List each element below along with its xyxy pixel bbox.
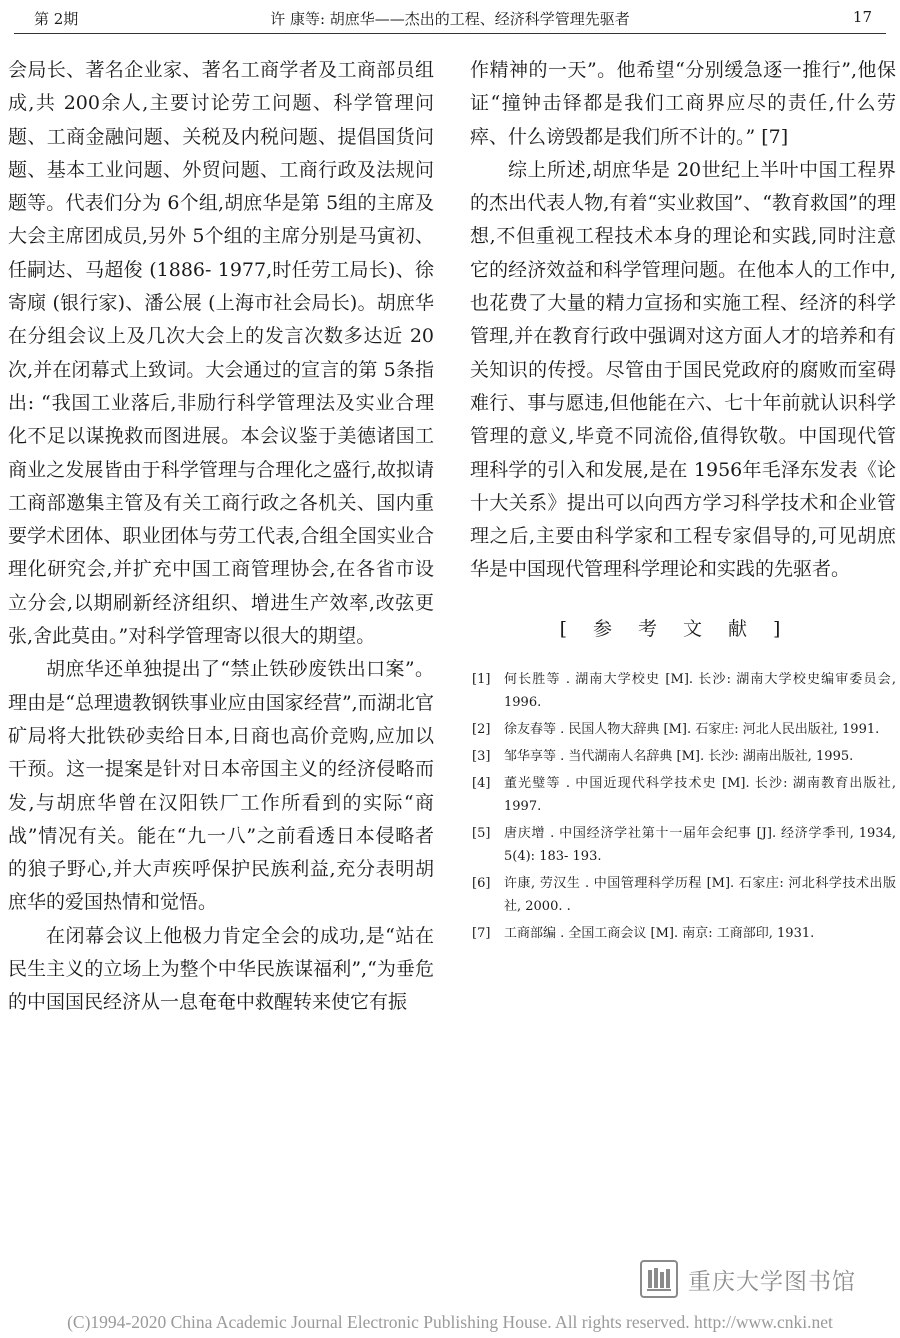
reference-number: [5] xyxy=(472,826,491,842)
reference-item xyxy=(470,822,896,868)
reference-number: [1] xyxy=(472,672,491,688)
reference-text: 邹华享等 . 当代湖南人名辞典 [M]. 长沙: 湖南出版社, 1995. xyxy=(504,749,854,765)
reference-number: [4] xyxy=(472,776,491,792)
left-column xyxy=(8,54,434,1020)
reference-text: 工商部编 . 全国工商会议 [M]. 南京: 工商部印, 1931. xyxy=(504,926,815,942)
body-paragraph: 胡庶华还单独提出了“禁止铁砂废铁出口案”。理由是“总理遗教钢铁事业应由国家经营”,而湖北官矿局将大批铁砂卖给日本,日商也高价竞购,应加以干预。这一提案是针对日本帝国主义的经济侵略而发,与胡庶华曾在汉阳铁厂工作所看到的实际“商战”情况有关。能在“九一八”之前看透日本侵略者的狼子野心,并大声疾呼保护民族利益,充分表明胡庶华的爱国热情和觉悟。 xyxy=(8,658,434,914)
body-paragraph: 会局长、著名企业家、著名工商学者及工商部员组成,共 200余人,主要讨论劳工问题、科学管理问题、工商金融问题、关税及内税问题、提倡国货问题、基本工业问题、外贸问题、工商行政及法规问题等。代表们分为 6个组,胡庶华是第 5组的主席及大会主席团成员,另外 5个组的主席分别是马寅初、任嗣达、马超俊 (1886- 1977,时任劳工局长)、徐寄庼 (银行家)、潘公展 (上海市社会局长)。胡庶华在分组会议上及几次大会上的发言次数多达近 20次,并在闭幕式上致词。大会通过的宣言的第 5条指出: “我国工业落后,非励行科学管理法及实业合理化不足以谋挽救而图进展。本会议鉴于美德诸国工商业之发展皆由于科学管理与合理化之盛行,故拟请工商部邀集主管及有关工商行政之各机关、国内重要学术团体、职业团体与劳工代表,合组全国实业合理化研究会,并扩充中国工商管理协会,在各省市设立分会,以期刷新经济组织、增进生产效率,改弦更张,舍此莫由。”对科学管理寄以很大的期望。 xyxy=(8,59,434,648)
reference-number: [7] xyxy=(472,926,491,942)
running-title: 许 康等: 胡庶华——杰出的工程、经济科学管理先驱者 xyxy=(270,10,630,28)
reference-item xyxy=(470,922,896,945)
body-paragraph: 在闭幕会议上他极力肯定全会的成功,是“站在民生主义的立场上为整个中华民族谋福利”,“为垂危的中国国民经济从一息奄奄中救醒转来使它有振 xyxy=(8,924,434,1014)
reference-text: 许康, 劳汉生 . 中国管理科学历程 [M]. 石家庄: 河北科学技术出版社, 2000. . xyxy=(504,876,896,915)
reference-number: [2] xyxy=(472,722,491,738)
right-column xyxy=(470,54,896,949)
reference-number: [6] xyxy=(472,876,491,892)
reference-item xyxy=(470,718,896,741)
reference-text: 徐友春等 . 民国人物大辞典 [M]. 石家庄: 河北人民出版社, 1991. xyxy=(504,722,880,738)
reference-number: [3] xyxy=(472,749,491,765)
library-logo-icon xyxy=(640,1260,678,1298)
copyright-footer: (C)1994-2020 China Academic Journal Electronic Publishing House. All rights reserved. http://www.cnki.net xyxy=(67,1312,833,1332)
library-watermark xyxy=(640,1256,856,1302)
reference-item xyxy=(470,772,896,818)
reference-text: 唐庆增 . 中国经济学社第十一届年会纪事 [J]. 经济学季刊, 1934, 5(4): 183- 193. xyxy=(504,826,896,865)
library-name: 重庆大学图书馆 xyxy=(688,1268,856,1295)
references-heading: [参考文献] xyxy=(559,617,807,640)
reference-text: 何长胜等 . 湖南大学校史 [M]. 长沙: 湖南大学校史编审委员会, 1996. xyxy=(504,672,896,711)
reference-list xyxy=(470,668,896,945)
body-paragraph: 综上所述,胡庶华是 20世纪上半叶中国工程界的杰出代表人物,有着“实业救国”、“教育救国”的理想,不但重视工程技术本身的理论和实践,同时注意它的经济效益和科学管理问题。在他本人的工作中,也花费了大量的精力宣扬和实施工程、经济的科学管理,并在教育行政中强调对这方面人才的培养和有关知识的传授。尽管由于国民党政府的腐败而室碍难行、事与愿违,但他能在六、七十年前就认识科学管理的意义,毕竟不同流俗,值得钦敬。中国现代管理科学的引入和发展,是在 1956年毛泽东发表《论十大关系》提出可以向西方学习科学技术和企业管理之后,主要由科学家和工程专家倡导的,可见胡庶华是中国现代管理科学理论和实践的先驱者。 xyxy=(470,158,896,581)
page-number: 17 xyxy=(852,8,872,26)
reference-item xyxy=(470,872,896,918)
reference-text: 董光璧等 . 中国近现代科学技术史 [M]. 长沙: 湖南教育出版社, 1997. xyxy=(504,776,896,815)
body-paragraph: 作精神的一天”。他希望“分别缓急逐一推行”,他保证“撞钟击铎都是我们工商界应尽的责任,什么劳瘁、什么谤毁都是我们所不计的。” [7] xyxy=(470,59,896,148)
issue-number: 第 2期 xyxy=(34,10,79,28)
page-header xyxy=(0,0,900,36)
reference-item xyxy=(470,668,896,714)
header-divider xyxy=(14,33,886,34)
reference-item xyxy=(470,745,896,768)
